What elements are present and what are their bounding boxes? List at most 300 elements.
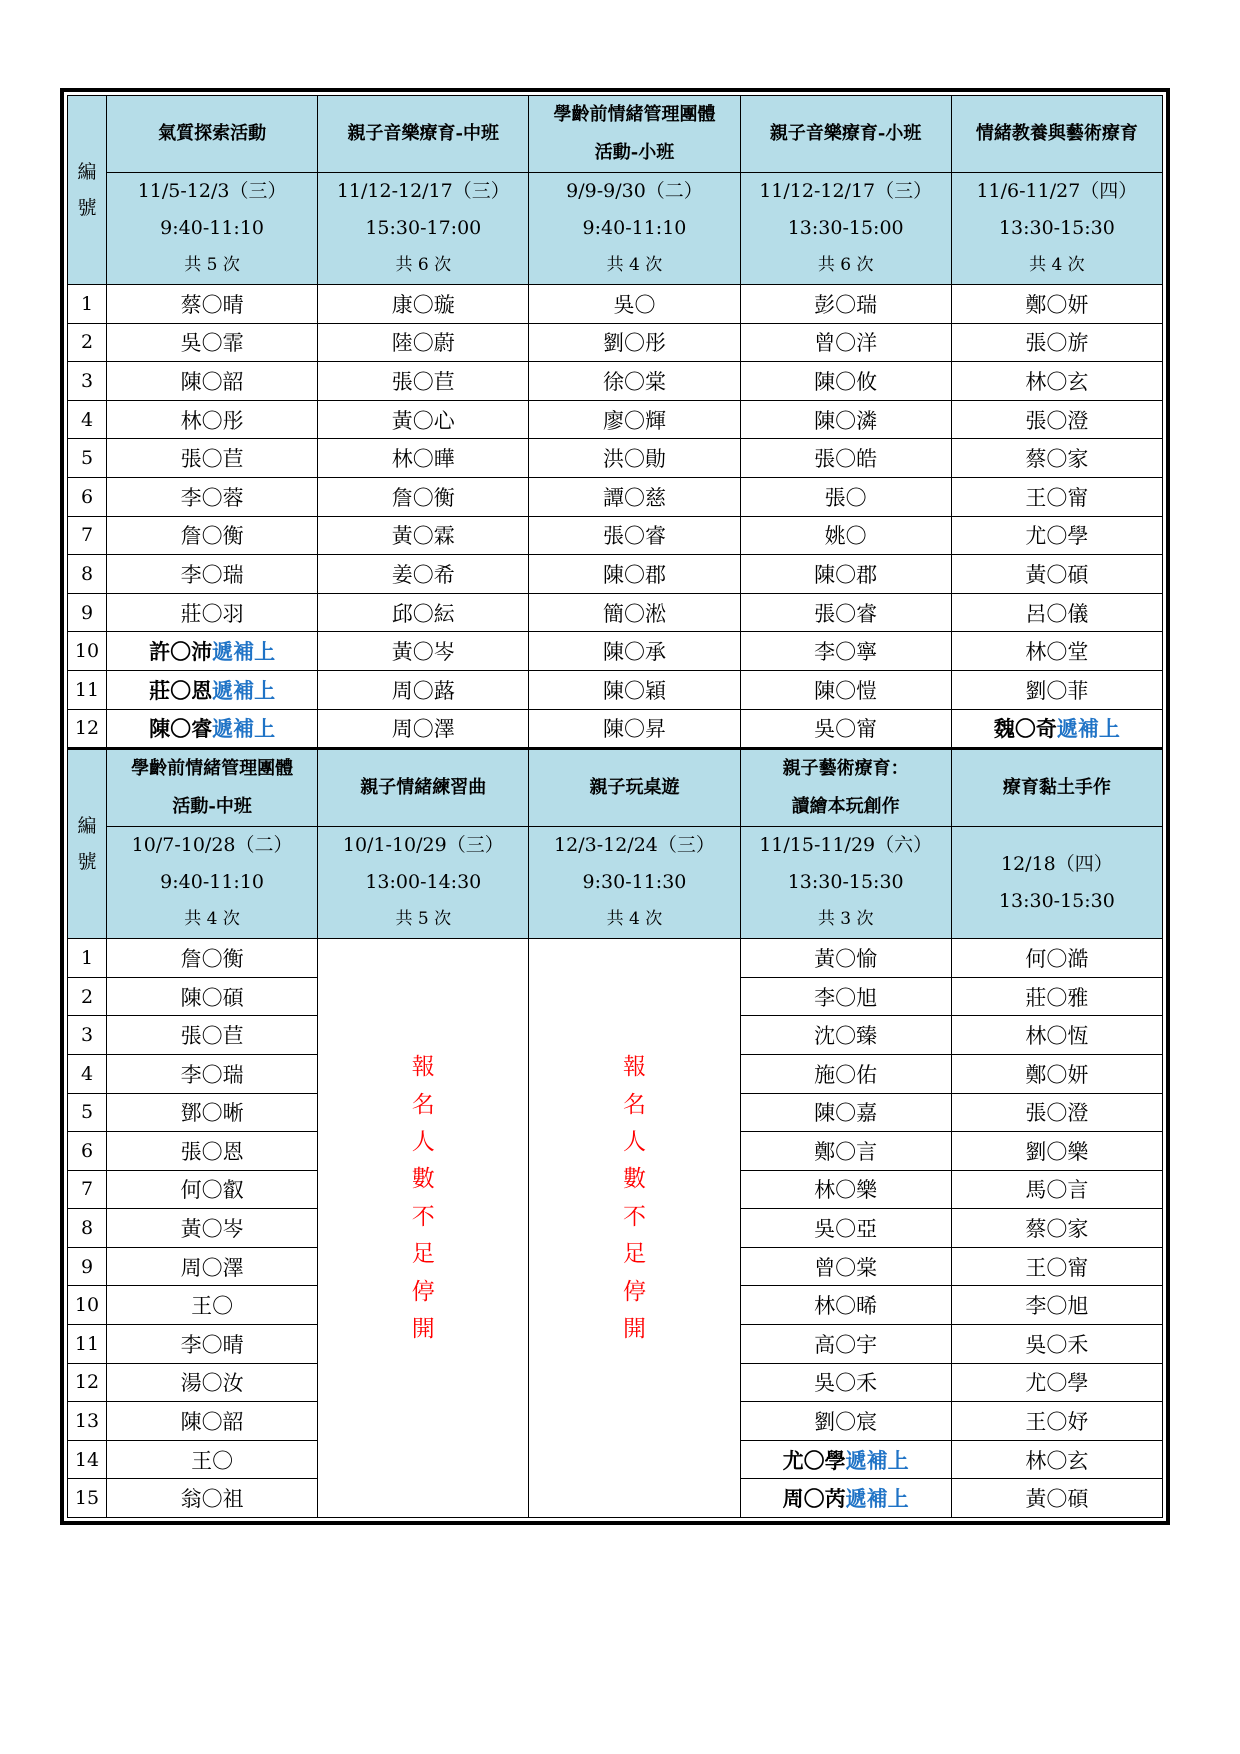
participant-cell	[107, 400, 318, 439]
participant-name: 施〇佑	[814, 1062, 878, 1087]
participant-name: 蔡〇晴	[180, 292, 244, 317]
row-number: 8	[68, 1209, 107, 1248]
participant-cell	[951, 1440, 1162, 1479]
cancel-note-char: 報	[622, 1054, 646, 1081]
participant-name: 王〇甯	[1025, 485, 1089, 510]
participant-name: 彭〇瑞	[814, 292, 878, 317]
course-info	[740, 173, 951, 285]
participant-cell	[951, 593, 1162, 632]
participant-cell	[951, 1479, 1162, 1518]
participant-cell	[107, 1132, 318, 1171]
row-number: 13	[68, 1402, 107, 1441]
participant-cell	[740, 1363, 951, 1402]
participant-cell	[951, 362, 1162, 401]
course-title-line: 療育黏土手作	[1002, 777, 1111, 799]
participant-name: 廖〇輝	[602, 408, 666, 433]
participant-cell	[318, 593, 529, 632]
course-time: 13:00-14:30	[365, 871, 482, 894]
participant-cell	[951, 1132, 1162, 1171]
participant-cell	[107, 555, 318, 594]
participant-name: 吳〇禾	[814, 1371, 878, 1396]
course-time: 13:30-15:30	[998, 889, 1115, 912]
course-sessions: 共 4 次	[606, 255, 663, 275]
course-dates: 11/15-11/29（六）	[759, 834, 933, 857]
participant-name: 簡〇淞	[602, 601, 666, 626]
course-sessions: 共 4 次	[1029, 255, 1085, 275]
participant-name: 詹〇衡	[180, 946, 244, 971]
participant-cell	[740, 709, 951, 749]
course-time: 9:40-11:10	[160, 217, 265, 239]
participant-name: 李〇瑞	[180, 1062, 244, 1087]
participant-cell	[951, 1247, 1162, 1286]
table-row	[68, 593, 1163, 632]
roster-table	[67, 95, 1163, 1518]
participant-name: 張〇睿	[602, 524, 666, 549]
participant-name: 王〇妤	[1025, 1410, 1089, 1435]
participant-name: 黃〇岑	[180, 1217, 244, 1242]
course-title-line: 學齡前情緒管理團體	[131, 758, 294, 780]
cancel-note-char: 名	[411, 1091, 435, 1118]
participant-name: 尤〇學	[1025, 1371, 1089, 1396]
number-header-char: 編	[77, 161, 97, 183]
participant-name: 陳〇潾	[814, 408, 878, 433]
waitlist-badge: 遞補上	[212, 639, 276, 665]
course-sessions: 共 5 次	[395, 909, 452, 930]
course-info	[951, 173, 1162, 285]
participant-cell	[951, 400, 1162, 439]
participant-name: 陳〇愷	[814, 678, 878, 703]
participant-cell	[107, 1325, 318, 1364]
participant-cell	[529, 516, 740, 555]
row-number: 6	[68, 1132, 107, 1171]
participant-cell	[740, 285, 951, 324]
course-title-line: 親子音樂療育-中班	[347, 123, 500, 144]
course-info	[951, 827, 1162, 939]
participant-cell	[740, 477, 951, 516]
participant-name: 陳〇郡	[814, 562, 878, 587]
participant-cell	[529, 285, 740, 324]
course-title-line: 親子玩桌遊	[589, 777, 680, 799]
course-time: 15:30-17:00	[365, 217, 482, 239]
participant-name: 姚〇	[824, 524, 867, 549]
participant-name: 劉〇樂	[1025, 1139, 1089, 1164]
table-row	[68, 285, 1163, 324]
participant-cell	[318, 400, 529, 439]
participant-cell	[951, 323, 1162, 362]
participant-cell	[107, 439, 318, 478]
participant-cell	[951, 477, 1162, 516]
course-time: 13:30-15:00	[787, 217, 904, 239]
course-dates: 11/12-12/17（三）	[759, 180, 933, 202]
participant-name: 莊〇恩	[149, 677, 213, 703]
participant-cell	[740, 670, 951, 709]
course-title	[318, 749, 529, 827]
participant-cell	[740, 1093, 951, 1132]
participant-name: 李〇旭	[1025, 1294, 1089, 1319]
participant-cell	[951, 285, 1162, 324]
participant-cell	[740, 439, 951, 478]
participant-cell	[740, 1286, 951, 1325]
participant-name: 莊〇羽	[180, 601, 244, 626]
cancel-note-board-games	[529, 939, 740, 1518]
course-sessions: 共 6 次	[817, 255, 874, 275]
waitlist-badge: 遞補上	[212, 677, 276, 703]
row-number: 2	[68, 323, 107, 362]
participant-name: 陳〇韶	[180, 369, 244, 394]
number-header-char: 編	[77, 815, 97, 838]
participant-name: 林〇恆	[1025, 1024, 1089, 1049]
course-dates: 10/1-10/29（三）	[342, 834, 504, 857]
participant-name: 詹〇衡	[180, 524, 244, 549]
course-info	[318, 827, 529, 939]
participant-name: 李〇寧	[814, 640, 878, 665]
cancel-note-char: 不	[622, 1203, 646, 1230]
participant-name: 陳〇郡	[602, 562, 666, 587]
participant-cell	[951, 1054, 1162, 1093]
participant-name: 黃〇愉	[814, 946, 878, 971]
cancel-note-char: 數	[622, 1166, 646, 1193]
participant-cell	[740, 1479, 951, 1518]
row-number: 5	[68, 1093, 107, 1132]
participant-cell	[740, 1440, 951, 1479]
participant-cell	[740, 516, 951, 555]
participant-name: 呂〇儀	[1025, 601, 1089, 626]
participant-name: 黃〇碩	[1025, 1487, 1089, 1512]
participant-cell	[107, 593, 318, 632]
table-row	[68, 439, 1163, 478]
participant-name: 陳〇昇	[602, 717, 666, 742]
participant-name: 林〇玄	[1025, 369, 1089, 394]
roster-table-body	[68, 96, 1163, 1518]
course-time: 13:30-15:30	[998, 217, 1115, 239]
participant-cell	[951, 632, 1162, 671]
course-info	[740, 827, 951, 939]
participant-cell	[318, 439, 529, 478]
participant-cell	[107, 1093, 318, 1132]
course-dates: 11/12-12/17（三）	[336, 180, 510, 202]
row-number: 14	[68, 1440, 107, 1479]
participant-cell	[951, 439, 1162, 478]
participant-name: 黃〇霖	[391, 524, 455, 549]
participant-name: 陳〇嘉	[814, 1101, 878, 1126]
participant-cell	[951, 1325, 1162, 1364]
course-title	[951, 96, 1162, 173]
participant-cell	[318, 516, 529, 555]
participant-cell	[740, 555, 951, 594]
cancel-note-char: 數	[411, 1166, 435, 1193]
number-header-char: 號	[77, 197, 97, 219]
participant-name: 黃〇岑	[391, 640, 455, 665]
course-info	[107, 827, 318, 939]
course-dates: 11/5-12/3（三）	[137, 180, 287, 202]
participant-cell	[740, 323, 951, 362]
cancel-note-char: 足	[622, 1241, 646, 1268]
participant-cell	[107, 939, 318, 978]
participant-name: 何〇叡	[180, 1178, 244, 1203]
participant-name: 鄭〇妍	[1025, 1062, 1089, 1087]
participant-name: 吳〇禾	[1025, 1332, 1089, 1357]
participant-name: 劉〇彤	[602, 331, 666, 356]
cancel-note-char: 報	[411, 1054, 435, 1081]
participant-name: 蔡〇家	[1025, 447, 1089, 472]
participant-name: 邱〇紜	[391, 601, 455, 626]
row-number: 5	[68, 439, 107, 478]
participant-cell	[318, 362, 529, 401]
participant-name: 湯〇汝	[180, 1371, 244, 1396]
participant-cell	[107, 477, 318, 516]
participant-cell	[318, 709, 529, 749]
participant-cell	[529, 362, 740, 401]
table-row	[68, 516, 1163, 555]
table-row	[68, 477, 1163, 516]
participant-cell	[951, 1363, 1162, 1402]
row-number: 11	[68, 670, 107, 709]
participant-name: 張〇旂	[1025, 331, 1089, 356]
participant-name: 林〇堂	[1025, 640, 1089, 665]
participant-cell	[740, 400, 951, 439]
participant-name: 高〇宇	[814, 1332, 878, 1357]
participant-cell	[107, 1286, 318, 1325]
participant-name: 周〇澤	[391, 717, 455, 742]
course-title-line: 氣質探索活動	[158, 123, 267, 144]
course-time: 9:40-11:10	[582, 217, 687, 239]
participant-name: 張〇苣	[391, 369, 455, 394]
participant-name: 李〇旭	[814, 985, 878, 1010]
participant-name: 姜〇希	[391, 562, 455, 587]
participant-cell	[318, 632, 529, 671]
participant-name: 詹〇衡	[391, 485, 455, 510]
participant-name: 沈〇臻	[814, 1024, 878, 1049]
course-sessions: 共 6 次	[395, 255, 452, 275]
course-info	[529, 173, 740, 285]
participant-name: 陳〇承	[602, 640, 666, 665]
row-number: 3	[68, 1016, 107, 1055]
participant-cell	[318, 555, 529, 594]
course-title-line: 學齡前情緒管理團體	[553, 104, 716, 125]
participant-cell	[107, 670, 318, 709]
participant-cell	[951, 1170, 1162, 1209]
participant-name: 康〇璇	[391, 292, 455, 317]
participant-name: 鄭〇妍	[1025, 292, 1089, 317]
participant-cell	[951, 1093, 1162, 1132]
participant-cell	[107, 709, 318, 749]
course-title-line: 活動-小班	[594, 142, 675, 163]
row-number: 10	[68, 1286, 107, 1325]
table-row	[68, 939, 1163, 978]
participant-name: 張〇澄	[1025, 408, 1089, 433]
participant-cell	[107, 285, 318, 324]
row-number: 1	[68, 285, 107, 324]
participant-cell	[529, 632, 740, 671]
row-number: 1	[68, 939, 107, 978]
participant-name: 馬〇言	[1025, 1178, 1089, 1203]
participant-name: 張〇苣	[180, 447, 244, 472]
number-column-header	[68, 749, 107, 939]
participant-cell	[529, 593, 740, 632]
course-time: 9:40-11:10	[160, 871, 265, 894]
participant-cell	[951, 977, 1162, 1016]
row-number: 3	[68, 362, 107, 401]
row-number: 4	[68, 400, 107, 439]
participant-cell	[740, 1402, 951, 1441]
participant-cell	[740, 593, 951, 632]
participant-cell	[740, 1170, 951, 1209]
participant-name: 鄧〇晰	[180, 1101, 244, 1126]
participant-name: 徐〇棠	[602, 369, 666, 394]
participant-cell	[529, 439, 740, 478]
course-dates: 10/7-10/28（二）	[131, 834, 293, 857]
course-title-line: 活動-中班	[172, 796, 252, 818]
participant-cell	[529, 323, 740, 362]
participant-cell	[107, 323, 318, 362]
cancel-note-emotion-practice	[318, 939, 529, 1518]
participant-cell	[951, 1209, 1162, 1248]
waitlist-badge: 遞補上	[1056, 716, 1120, 742]
course-time: 13:30-15:30	[787, 871, 904, 894]
participant-name: 林〇樂	[814, 1178, 878, 1203]
participant-cell	[740, 1016, 951, 1055]
participant-name: 曾〇棠	[814, 1255, 878, 1280]
course-info-row	[68, 827, 1163, 939]
participant-name: 陳〇韶	[180, 1410, 244, 1435]
cancel-note-char: 不	[411, 1203, 435, 1230]
participant-name: 張〇睿	[814, 601, 878, 626]
participant-cell	[951, 516, 1162, 555]
participant-cell	[740, 977, 951, 1016]
participant-cell	[529, 400, 740, 439]
course-sessions: 共 4 次	[606, 909, 663, 930]
participant-name: 尤〇學	[782, 1447, 846, 1473]
participant-name: 劉〇宸	[814, 1410, 878, 1435]
participant-name: 林〇晞	[814, 1294, 878, 1319]
participant-name: 曾〇洋	[814, 331, 878, 356]
participant-cell	[318, 670, 529, 709]
table-row	[68, 632, 1163, 671]
participant-name: 尤〇學	[1025, 524, 1089, 549]
participant-name: 莊〇雅	[1025, 985, 1089, 1010]
participant-name: 陳〇碩	[180, 985, 244, 1010]
participant-name: 劉〇菲	[1025, 678, 1089, 703]
participant-name: 吳〇	[613, 292, 656, 317]
course-info-row	[68, 173, 1163, 285]
participant-name: 周〇蕗	[391, 678, 455, 703]
row-number: 12	[68, 709, 107, 749]
course-title	[740, 96, 951, 173]
participant-cell	[529, 670, 740, 709]
row-number: 7	[68, 1170, 107, 1209]
waitlist-badge: 遞補上	[845, 1447, 909, 1473]
roster-document	[60, 88, 1170, 1525]
participant-name: 李〇蓉	[180, 485, 244, 510]
participant-cell	[318, 323, 529, 362]
participant-name: 王〇	[191, 1448, 234, 1473]
participant-cell	[529, 555, 740, 594]
course-info	[107, 173, 318, 285]
table-row	[68, 670, 1163, 709]
participant-cell	[107, 1363, 318, 1402]
participant-cell	[529, 709, 740, 749]
participant-cell	[951, 1016, 1162, 1055]
course-title	[107, 749, 318, 827]
participant-cell	[951, 555, 1162, 594]
cancel-note-char: 名	[622, 1091, 646, 1118]
participant-cell	[107, 1054, 318, 1093]
participant-cell	[740, 1325, 951, 1364]
cancel-note-char: 開	[622, 1315, 646, 1342]
cancel-note-char: 開	[411, 1315, 435, 1342]
participant-name: 陳〇睿	[149, 716, 213, 742]
participant-cell	[951, 709, 1162, 749]
participant-name: 林〇玄	[1025, 1448, 1089, 1473]
participant-name: 陸〇蔚	[391, 331, 455, 356]
course-title-row	[68, 96, 1163, 173]
course-title-row	[68, 749, 1163, 827]
row-number: 8	[68, 555, 107, 594]
course-dates: 11/6-11/27（四）	[976, 180, 1138, 202]
course-title	[318, 96, 529, 173]
participant-cell	[107, 1479, 318, 1518]
course-title	[107, 96, 318, 173]
participant-cell	[107, 1170, 318, 1209]
row-number: 9	[68, 1247, 107, 1286]
course-time: 9:30-11:30	[582, 871, 687, 894]
participant-cell	[951, 1402, 1162, 1441]
course-title-line: 親子情緒練習曲	[360, 777, 487, 799]
course-title-line: 讀繪本玩創作	[791, 796, 900, 818]
participant-name: 黃〇心	[391, 408, 455, 433]
course-sessions: 共 3 次	[817, 909, 874, 930]
table-row	[68, 555, 1163, 594]
participant-name: 譚〇慈	[602, 485, 666, 510]
row-number: 9	[68, 593, 107, 632]
participant-cell	[740, 939, 951, 978]
participant-name: 李〇晴	[180, 1332, 244, 1357]
row-number: 4	[68, 1054, 107, 1093]
participant-cell	[107, 632, 318, 671]
waitlist-badge: 遞補上	[212, 716, 276, 742]
participant-cell	[951, 670, 1162, 709]
course-title	[529, 749, 740, 827]
participant-name: 周〇澤	[180, 1255, 244, 1280]
course-title-line: 親子藝術療育：	[782, 758, 909, 780]
table-row	[68, 323, 1163, 362]
participant-cell	[529, 477, 740, 516]
participant-cell	[107, 362, 318, 401]
participant-cell	[318, 285, 529, 324]
participant-name: 張〇	[824, 485, 867, 510]
participant-cell	[107, 1016, 318, 1055]
participant-name: 王〇	[191, 1294, 234, 1319]
participant-cell	[740, 1209, 951, 1248]
participant-name: 許〇沛	[149, 639, 213, 665]
participant-name: 張〇恩	[180, 1139, 244, 1164]
participant-cell	[107, 1209, 318, 1248]
cancel-note-char: 停	[411, 1278, 435, 1305]
participant-cell	[107, 516, 318, 555]
participant-cell	[951, 939, 1162, 978]
course-title	[740, 749, 951, 827]
participant-name: 張〇苣	[180, 1024, 244, 1049]
course-sessions: 共 4 次	[184, 909, 240, 930]
row-number: 7	[68, 516, 107, 555]
cancel-note-char: 足	[411, 1241, 435, 1268]
participant-name: 洪〇勛	[602, 447, 666, 472]
course-title	[529, 96, 740, 173]
participant-cell	[740, 1054, 951, 1093]
participant-name: 陳〇穎	[602, 678, 666, 703]
course-info	[529, 827, 740, 939]
participant-cell	[107, 1247, 318, 1286]
